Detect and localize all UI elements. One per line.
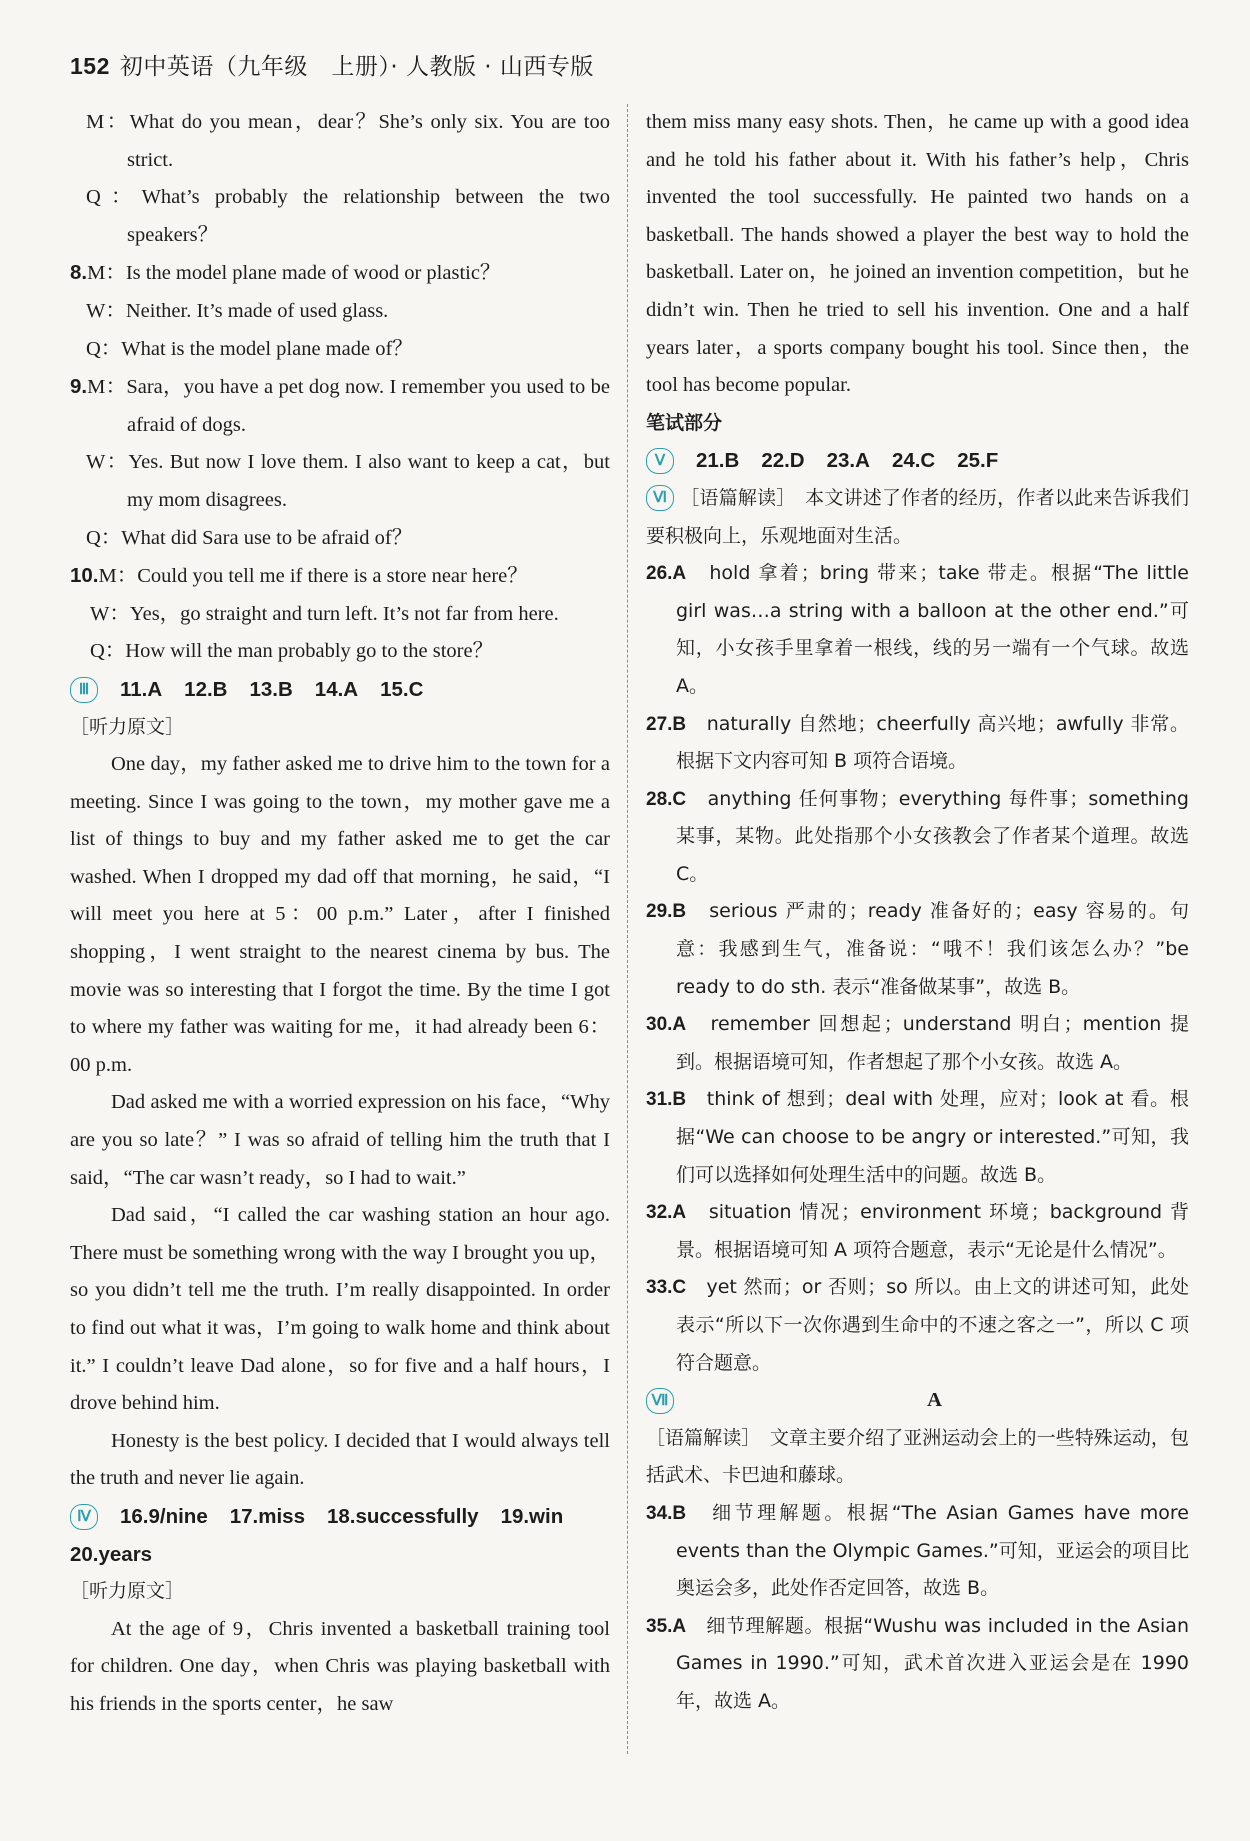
explanation-item	[646, 1269, 1189, 1382]
answer: 23.A	[826, 449, 870, 473]
dialogue-line	[70, 368, 610, 444]
answer: 22.D	[761, 449, 805, 473]
question-number: 32.A	[646, 1202, 687, 1224]
question-number: 33.C	[646, 1277, 687, 1299]
part-label: A	[927, 1389, 942, 1412]
section-3-answers	[70, 671, 610, 709]
answer: 17.miss	[229, 1504, 305, 1528]
dialogue-line: W：Yes. But now I love them. I also want to keep a cat，but my mom disagrees.	[86, 451, 610, 511]
book-title: 初中英语（九年级 上册）· 人教版 · 山西专版	[119, 54, 594, 80]
explanation-item	[646, 1194, 1189, 1269]
dialogue-text: M：Could you tell me if there is a store near here？	[98, 565, 528, 588]
listening-label: ［听力原文］	[70, 715, 185, 738]
explanation-item	[646, 1081, 1189, 1194]
explanation-text: serious 严肃的；ready 准备好的；easy 容易的。句意：我感到生气，准备说：“哦不！我们该怎么办？”be ready to do sth. 表示“准备做某事”，故选 B。	[676, 900, 1189, 998]
question-number: 9.	[70, 375, 88, 399]
explanation-text: think of 想到；deal with 处理，应对；look at 看。根据“We can choose to be angry or interested.”可知，我们可以选择如何处理生活中的问题。故选 B。	[676, 1088, 1189, 1186]
passage-summary: ［语篇解读］ 本文讲述了作者的经历，作者以此来告诉我们要积极向上，乐观地面对生活。	[646, 486, 1189, 547]
question-number: 27.B	[646, 713, 687, 735]
answer: 21.B	[696, 449, 740, 473]
dialogue-line: Q：How will the man probably go to the store？	[90, 640, 494, 663]
transcript-paragraph: Dad asked me with a worried expression on his face，“Why are you so late？” I was so afraid of telling him the truth that I said，“The car wasn’t ready，so I had to wait.”	[70, 1091, 610, 1189]
listening-label: ［听力原文］	[70, 1580, 185, 1603]
question-number: 28.C	[646, 788, 687, 810]
section-badge: Ⅲ	[70, 677, 98, 703]
question-number: 34.B	[646, 1502, 687, 1524]
explanation-text: remember 回想起；understand 明白；mention 提到。根据语境可知，作者想起了那个小女孩。故选 A。	[676, 1013, 1189, 1073]
answer: 20.years	[70, 1542, 153, 1566]
dialogue-text: M：Is the model plane made of wood or plastic？	[87, 262, 501, 285]
answer: 19.win	[500, 1504, 564, 1528]
answer: 25.F	[957, 449, 999, 473]
answer: 24.C	[891, 449, 936, 473]
explanation-item	[646, 706, 1189, 781]
explanation-text: situation 情况；environment 环境；background 背景。根据语境可知 A 项符合题意，表示“无论是什么情况”。	[676, 1201, 1189, 1261]
question-number: 35.A	[646, 1615, 687, 1637]
explanation-text: 细节理解题。根据“Wushu was included in the Asian Games in 1990.”可知，武术首次进入亚运会是在 1990 年，故选 A。	[676, 1614, 1189, 1712]
dialogue-text: M：Sara，you have a pet dog now. I remember you used to be afraid of dogs.	[87, 376, 610, 436]
dialogue-line: Q：What is the model plane made of？	[86, 337, 413, 360]
answer: 14.A	[314, 677, 359, 701]
answer: 12.B	[184, 677, 228, 701]
section-7-heading	[646, 1382, 1189, 1420]
explanation-text: yet 然而；or 否则；so 所以。由上文的讲述可知，此处表示“所以下一次你遇到生命中的不速之客之一”，所以 C 项符合题意。	[676, 1276, 1189, 1374]
transcript-paragraph: Dad said，“I called the car washing station an hour ago. There must be something wrong with the way I brought you up，so you didn’t tell me the truth. I’m really disappointed. In order to find out what it was，I’m going to walk home and think about it.” I couldn’t leave Dad alone，so for five and a half hours，I drove behind him.	[70, 1204, 610, 1415]
written-section-title: 笔试部分	[646, 411, 723, 434]
explanation-text: 细节理解题。根据“The Asian Games have more events than the Olympic Games.”可知，亚运会的项目比奥运会多，此处作否定回答，故选 B。	[676, 1501, 1189, 1600]
explanation-item	[646, 1006, 1189, 1081]
section-badge: Ⅴ	[646, 448, 674, 474]
question-number: 10.	[70, 564, 99, 588]
section-6-intro	[646, 480, 1189, 555]
transcript-paragraph: Honesty is the best policy. I decided that I would always tell the truth and never lie again.	[70, 1429, 610, 1490]
question-number: 29.B	[646, 901, 687, 923]
transcript-paragraph: them miss many easy shots. Then，he came up with a good idea and he told his father about it. With his father’s help，Chris invented the tool successfully. He painted two hands on a basketball. The hands showed a player the best way to hold the basketball. Later on，he joined an invention competition，but he didn’t win. Then he tried to sell his invention. One and a half years later，a sports company bought his tool. Since then，the tool has become popular.	[646, 111, 1189, 397]
question-number: 26.A	[646, 563, 687, 585]
section-5-answers	[646, 442, 1189, 480]
answer: 11.A	[120, 677, 163, 701]
section-badge: Ⅳ	[70, 1504, 98, 1530]
dialogue-line	[70, 557, 610, 596]
question-number: 8.	[70, 261, 88, 285]
dialogue-line	[70, 254, 610, 293]
dialogue-line: W：Neither. It’s made of used glass.	[86, 299, 389, 322]
page-header	[70, 48, 594, 81]
question-number: 30.A	[646, 1014, 687, 1036]
explanation-text: naturally 自然地；cheerfully 高兴地；awfully 非常。根据下文内容可知 B 项符合语境。	[676, 712, 1189, 773]
explanation-item	[646, 1495, 1189, 1608]
right-column	[646, 104, 1189, 1721]
transcript-paragraph: One day，my father asked me to drive him to the town for a meeting. Since I was going to the town，my mother gave me a list of things to buy and my father asked me to get the car washed. When I dropped my dad off that morning，he said，“I will meet you here at 5：00 p.m.” Later，after I finished shopping，I went straight to the nearest cinema by bus. The movie was so interesting that I forgot the time. By the time I got to where my father was waiting for me，it had already been 6：00 p.m.	[70, 753, 610, 1076]
answer: 16.9/nine	[120, 1504, 208, 1528]
transcript-paragraph: At the age of 9，Chris invented a basketball training tool for children. One day，when Chris was playing basketball with his friends in the sports center，he saw	[70, 1617, 610, 1715]
left-column	[70, 104, 610, 1724]
section-7-intro: ［语篇解读］ 文章主要介绍了亚洲运动会上的一些特殊运动，包括武术、卡巴迪和藤球。	[646, 1426, 1189, 1487]
answer: 15.C	[380, 677, 424, 701]
explanation-text: hold 拿着；bring 带来；take 带走。根据“The little girl was…a string with a balloon at the other end.”可知，小女孩手里拿着一根线，线的另一端有一个气球。故选 A。	[676, 562, 1189, 697]
explanation-text: anything 任何事物；everything 每件事；something 某事，某物。此处指那个小女孩教会了作者某个道理。故选 C。	[676, 787, 1189, 885]
dialogue-line: Q：What’s probably the relationship between the two speakers？	[86, 186, 610, 246]
explanation-item	[646, 1608, 1189, 1721]
dialogue-line: M：What do you mean，dear？She’s only six. You are too strict.	[86, 111, 610, 171]
explanation-item	[646, 893, 1189, 1006]
explanation-item	[646, 555, 1189, 705]
dialogue-line: W：Yes，go straight and turn left. It’s not far from here.	[90, 602, 559, 625]
answer: 18.successfully	[326, 1504, 479, 1528]
dialogue-line: Q：What did Sara use to be afraid of？	[86, 526, 413, 549]
question-number: 31.B	[646, 1089, 687, 1111]
column-divider	[627, 104, 628, 1754]
page-number: 152	[70, 53, 110, 79]
explanation-item	[646, 781, 1189, 894]
section-4-answers	[70, 1498, 610, 1573]
section-badge: Ⅵ	[646, 485, 674, 511]
section-badge: Ⅶ	[646, 1388, 674, 1414]
answer: 13.B	[249, 677, 293, 701]
